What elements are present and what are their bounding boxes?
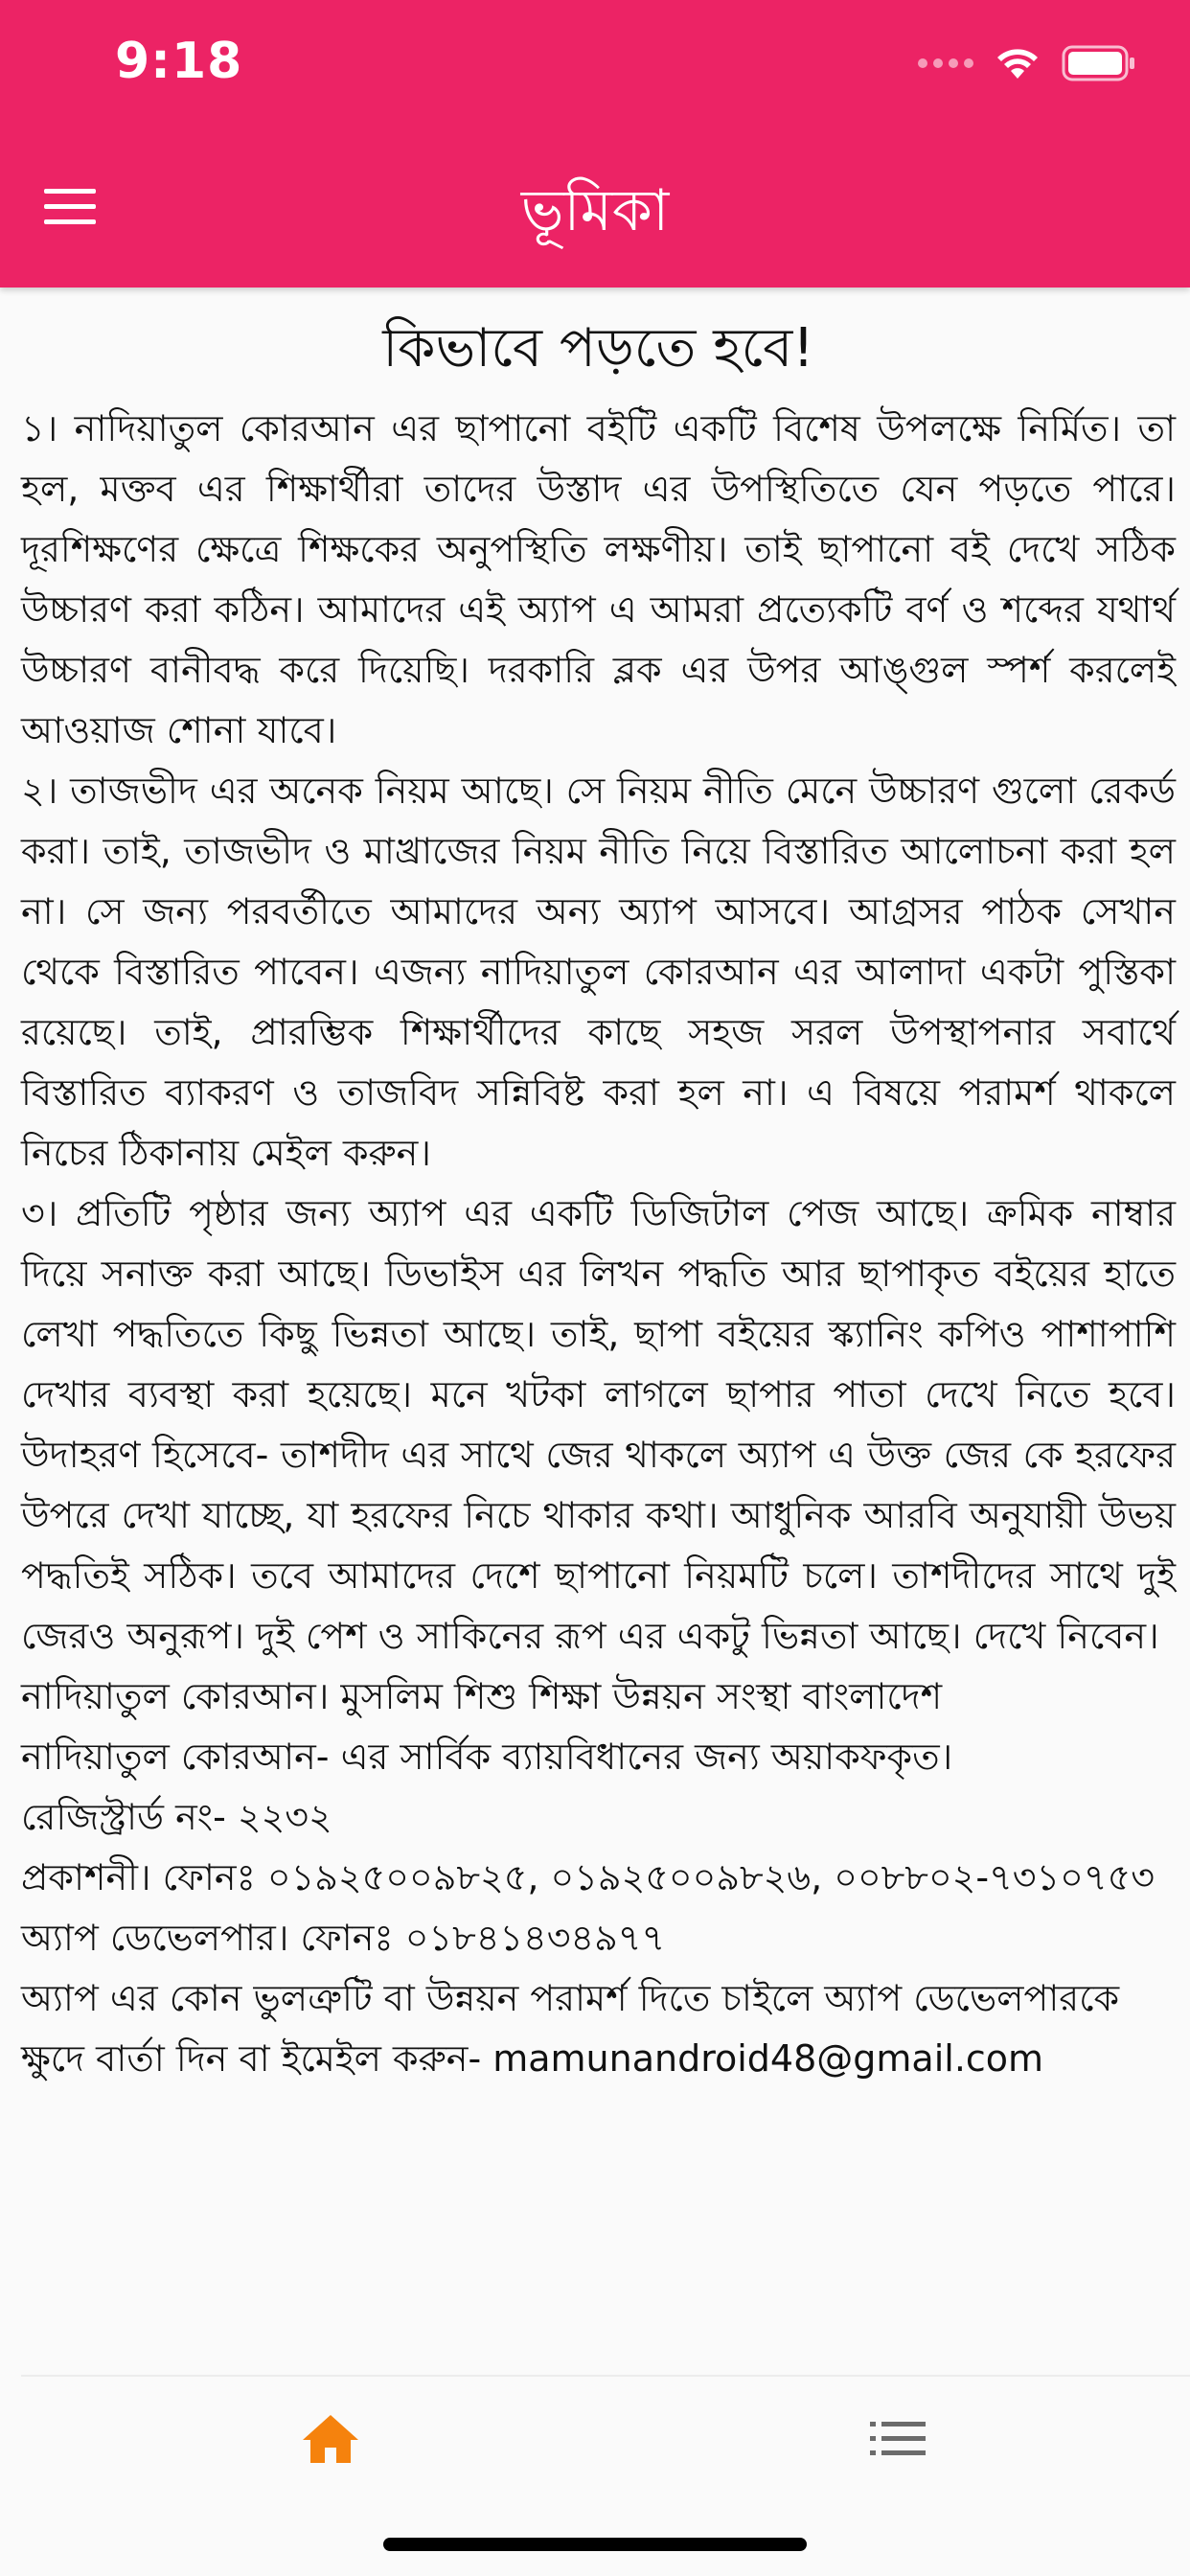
paragraph-2: ২। তাজভীদ এর অনেক নিয়ম আছে। সে নিয়ম নীতি মেনে উচ্চারণ গুলো রেকর্ড করা। তাই, তাজভীদ ও মাখ্রাজের নিয়ম নীতি নিয়ে বিস্তারিত আলোচনা করা হল না। সে জন্য পরবর্তীতে আমাদের অন্য অ্যাপ আসবে। আগ্রসর পাঠক সেখান থেকে বিস্তারিত পাবেন। এজন্য নাদিয়াতুল কোরআন এর আলাদা একটা পুস্তিকা রয়েছে। তাই, প্রারম্ভিক শিক্ষার্থীদের কাছে সহজ সরল উপস্থাপনার সবার্থে বিস্তারিত ব্যাকরণ ও তাজবিদ সন্নিবিষ্ট করা হল না। এ বিষয়ে পরামর্শ থাকলে নিচের ঠিকানায় মেইল করুন। bbox=[21, 770, 1176, 1174]
intro-content bbox=[21, 310, 1176, 2089]
battery-icon bbox=[1062, 45, 1136, 81]
list-icon bbox=[870, 2420, 926, 2458]
paragraph-1: ১। নাদিয়াতুল কোরআন এর ছাপানো বইটি একটি বিশেষ উপলক্ষে নির্মিত। তা হল, মক্তব এর শিক্ষার্থীরা তাদের উস্তাদ এর উপস্থিতিতে যেন পড়তে পারে। দূরশিক্ষণের ক্ষেত্রে শিক্ষকের অনুপস্থিতি লক্ষণীয়। তাই ছাপানো বই দেখে সঠিক উচ্চারণ করা কঠিন। আমাদের এই অ্যাপ এ আমরা প্রত্যেকটি বর্ণ ও শব্দের যথার্থ উচ্চারণ বানীবদ্ধ করে দিয়েছি। দরকারি ব্লক এর উপর আঙ্গুল স্পর্শ করলেই আওয়াজ শোনা যাবে। bbox=[21, 407, 1176, 751]
info-waqf: নাদিয়াতুল কোরআন- এর সার্বিক ব্যায়বিধানের জন্য অয়াকফকৃত। bbox=[21, 1736, 953, 1778]
tab-home[interactable] bbox=[259, 2377, 402, 2501]
tab-list[interactable] bbox=[826, 2377, 970, 2501]
content-heading: কিভাবে পড়তে হবে! bbox=[382, 317, 814, 380]
wifi-icon bbox=[995, 46, 1041, 80]
home-icon bbox=[301, 2413, 360, 2465]
page-title: ভূমিকা bbox=[520, 177, 670, 244]
info-developer-phone: অ্যাপ ডেভেলপার। ফোনঃ ০১৮৪১৪৩৪৯৭৭ bbox=[21, 1917, 666, 1959]
cellular-signal-icon bbox=[918, 58, 973, 68]
info-organization: নাদিয়াতুল কোরআন। মুসলিম শিশু শিক্ষা উন্নয়ন সংস্থা বাংলাদেশ bbox=[21, 1675, 943, 1717]
paragraph-3: ৩। প্রতিটি পৃষ্ঠার জন্য অ্যাপ এর একটি ডিজিটাল পেজ আছে। ক্রমিক নাম্বার দিয়ে সনাক্ত করা আছে। ডিভাইস এর লিখন পদ্ধতি আর ছাপাকৃত বইয়ের হাতে লেখা পদ্ধতিতে কিছু ভিন্নতা আছে। তাই, ছাপা বইয়ের স্ক্যানিং কপিও পাশাপাশি দেখার ব্যবস্থা করা হয়েছে। মনে খটকা লাগলে ছাপার পাতা দেখে নিতে হবে। উদাহরণ হিসেবে- তাশদীদ এর সাথে জের থাকলে অ্যাপ এ উক্ত জের কে হরফের উপরে দেখা যাচ্ছে, যা হরফের নিচে থাকার কথা। আধুনিক আরবি অনুযায়ী উভয় পদ্ধতিই সঠিক। তবে আমাদের দেশে ছাপানো নিয়মটি চলে। তাশদীদের সাথে দুই জেরও অনুরূপ। দুই পেশ ও সাকিনের রূপ এর একটু ভিন্নতা আছে। দেখে নিবেন। bbox=[21, 1192, 1176, 1657]
status-time: 9:18 bbox=[115, 33, 243, 90]
info-developer-email: অ্যাপ এর কোন ভুলত্রুটি বা উন্নয়ন পরামর্শ দিতে চাইলে অ্যাপ ডেভেলপারকে ক্ষুদে বার্তা দিন বা ইমেইল করুন- mamunandroid48@gmail.com bbox=[21, 1977, 1120, 2080]
app-header bbox=[0, 0, 1190, 288]
info-registration: রেজিস্ট্রার্ড নং- ২২৩২ bbox=[21, 1796, 332, 1838]
home-indicator[interactable] bbox=[383, 2538, 807, 2551]
navigation-bar bbox=[0, 144, 1190, 268]
info-publisher-phone: প্রকাশনী। ফোনঃ ০১৯২৫০০৯৮২৫, ০১৯২৫০০৯৮২৬, ০০৮৮০২-৭৩১০৭৫৩ bbox=[21, 1856, 1155, 1898]
status-icons bbox=[918, 42, 1136, 84]
